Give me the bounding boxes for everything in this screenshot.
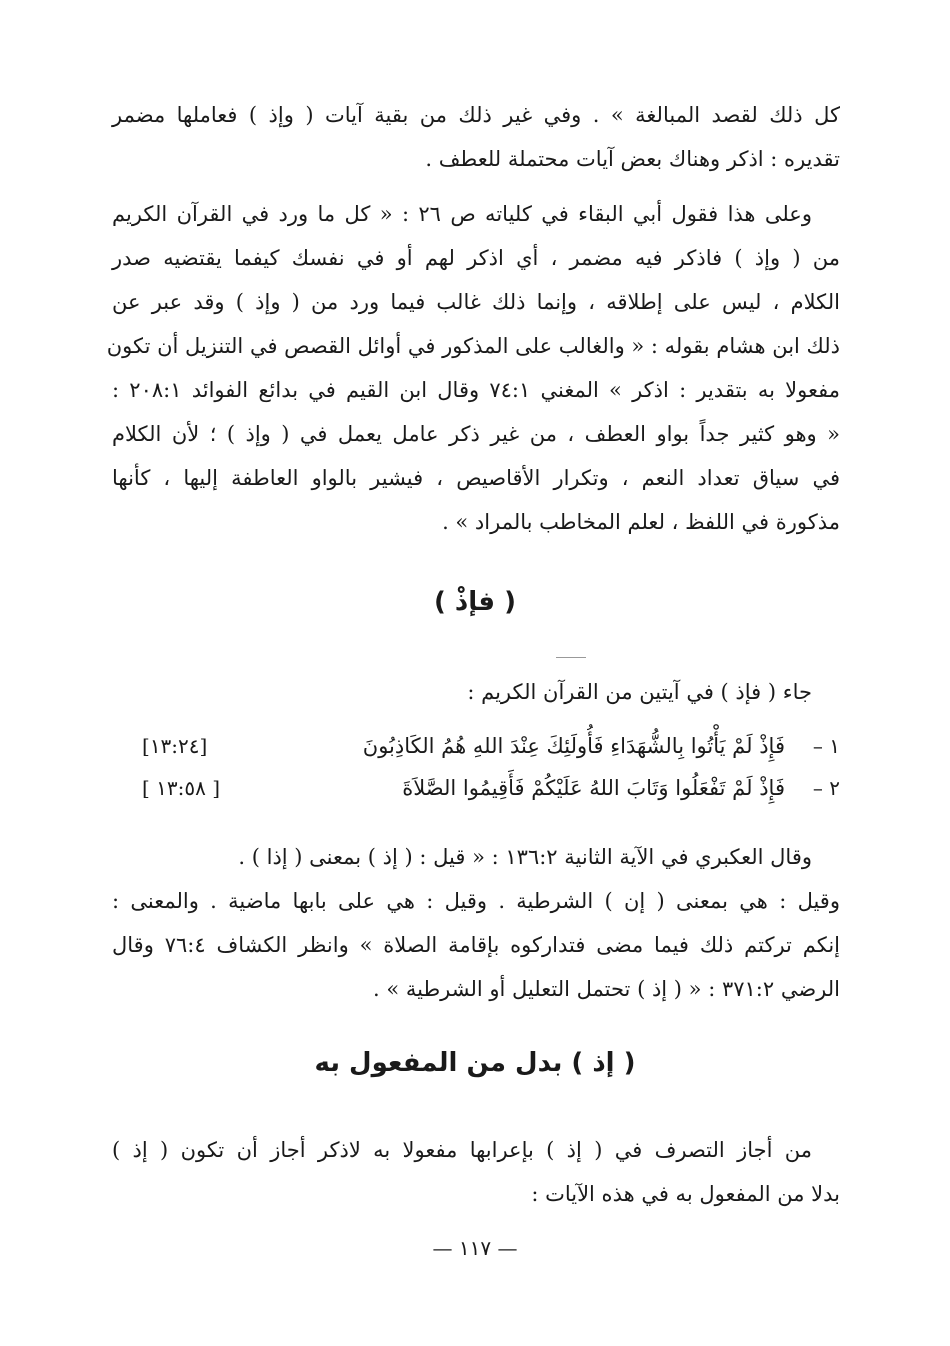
paragraph-line: من ( وإذ ) فاذكر فيه مضمر ، أي اذكر لهم أو في نفسك كيفما يقتضيه صدر bbox=[112, 246, 840, 270]
paragraph-5 bbox=[112, 1128, 840, 1216]
paragraph-line: كل ذلك لقصد المبالغة » . وفي غير ذلك من بقية آيات ( وإذ ) فعاملها مضمر bbox=[112, 103, 840, 127]
paragraph-2 bbox=[106, 192, 840, 544]
verse-text: فَإِذْ لَمْ تَفْعَلُوا وَتَابَ اللهُ عَلَيْكُمْ فَأَقِيمُوا الصَّلاَةَ bbox=[402, 776, 785, 800]
paragraph-line: الكلام ، ليس على إطلاقه ، وإنما ذلك غالب فيما ورد من ( وإذ ) وقد عبر عن bbox=[112, 290, 840, 314]
paragraph-line: مفعولا به بتقدير : اذكر » المغني ٧٤:١ وقال ابن القيم في بدائع الفوائد ٢٠٨:١ : bbox=[112, 378, 840, 402]
paragraph-line: ذلك ابن هشام بقوله : « والغالب على المذكور في أوائل القصص في التنزيل أن تكون bbox=[106, 334, 840, 358]
verse-reference: [ ١٣:٥٨ ] bbox=[142, 776, 221, 800]
verse-number: ٢ – bbox=[812, 776, 840, 800]
verse-reference: [١٣:٢٤] bbox=[142, 734, 208, 758]
page-number: — ١١٧ — bbox=[432, 1236, 518, 1260]
section-heading-fa-idh: ( فإذْ ) bbox=[434, 587, 516, 617]
decorative-dash bbox=[556, 657, 586, 658]
paragraph-3 bbox=[112, 670, 840, 714]
paragraph-line: إنكم تركتم ذلك فيما مضى فتداركوه بإقامة الصلاة » وانظر الكشاف ٧٦:٤ وقال bbox=[112, 933, 840, 957]
verse-number: ١ – bbox=[812, 734, 840, 758]
paragraph-line: مذكورة في اللفظ ، لعلم المخاطب بالمراد » . bbox=[442, 510, 840, 534]
paragraph-line: جاء ( فإذ ) في آيتين من القرآن الكريم : bbox=[467, 680, 812, 704]
quran-verse-2 bbox=[112, 770, 840, 806]
paragraph-line: بدلا من المفعول به في هذه الآيات : bbox=[531, 1182, 840, 1206]
paragraph-line: في سياق تعداد النعم ، وتكرار الأقاصيص ، فيشير بالواو العاطفة إليها ، كأنها bbox=[112, 466, 840, 490]
verse-text: فَإِذْ لَمْ يَأْتُوا بِالشُّهَدَاءِ فَأُولَئِكَ عِنْدَ اللهِ هُمُ الكَاذِبُونَ bbox=[362, 734, 785, 758]
paragraph-4 bbox=[112, 835, 840, 1011]
paragraph-line: وعلى هذا فقول أبي البقاء في كلياته ص ٢٦ : « كل ما ورد في القرآن الكريم bbox=[112, 202, 812, 226]
paragraph-line: تقديره : اذكر وهناك بعض آيات محتملة للعطف . bbox=[425, 147, 840, 171]
paragraph-line: وقيل : هي بمعنى ( إن ) الشرطية . وقيل : هي على بابها ماضية . والمعنى : bbox=[112, 889, 840, 913]
section-heading-idh-badal: ( إذ ) بدل من المفعول به bbox=[314, 1048, 636, 1078]
paragraph-1 bbox=[112, 93, 840, 181]
paragraph-line: الرضي ٣٧١:٢ : « ( إذ ) تحتمل التعليل أو الشرطية » . bbox=[372, 977, 840, 1001]
paragraph-line: من أجاز التصرف في ( إذ ) بإعرابها مفعولا به لاذكر أجاز أن تكون ( إذ ) bbox=[112, 1138, 812, 1162]
quran-verse-1 bbox=[112, 728, 840, 764]
paragraph-line: وقال العكبري في الآية الثانية ١٣٦:٢ : « قيل : ( إذ ) بمعنى ( إذا ) . bbox=[238, 845, 812, 869]
paragraph-line: « وهو كثير جداً بواو العطف ، من غير ذكر عامل يعمل في ( وإذ ) ؛ لأن الكلام bbox=[112, 422, 840, 446]
